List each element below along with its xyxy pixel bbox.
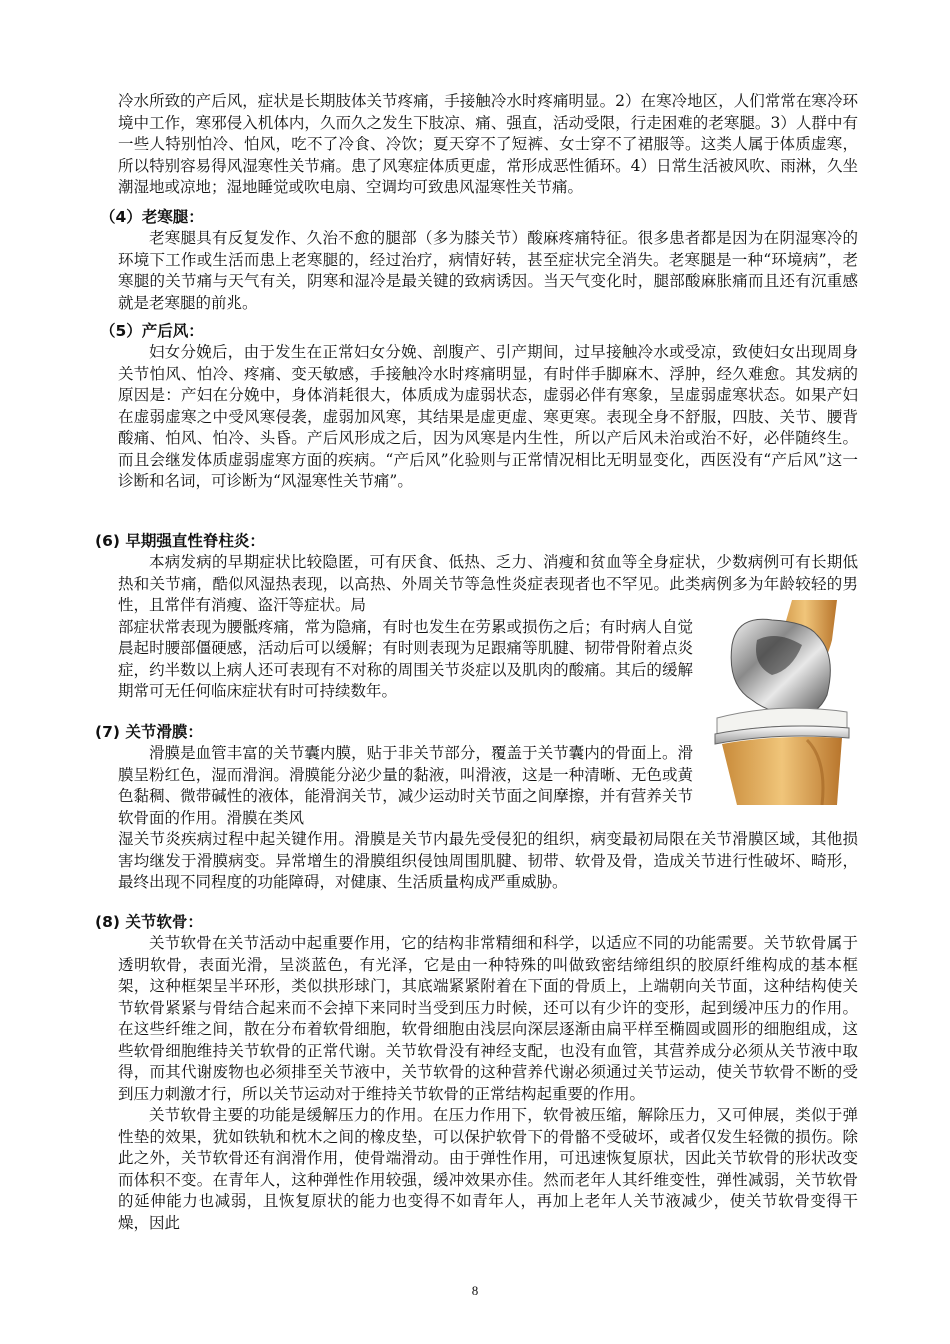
knee-implant-image [697, 600, 857, 805]
section-8-body-1: 关节软骨在关节活动中起重要作用，它的结构非常精细和科学，以适应不同的功能需要。关节软骨属于透明软骨，表面光滑，呈淡蓝色，有光泽，它是由一种特殊的叫做致密结缔组织的胶原纤维构成的基本框架，这种框架呈半环形，类似拱形球门，其底端紧紧附着在下面的骨质上，上端朝向关节面，这种结构使关节软骨紧紧与骨结合起来而不会掉下来同时当受到压力时候，还可以有少许的变形，起到缓冲压力的作用。在这些纤维之间，散在分布着软骨细胞，软骨细胞由浅层向深层逐渐由扁平样至椭圆或圆形的细胞组成，这些软骨细胞维持关节软骨的正常代谢。关节软骨没有神经支配，也没有血管，其营养成分必须从关节液中取得，而其代谢废物也必须排至关节液中，关节软骨的这种营养代谢必须通过关节运动，使关节软骨不断的受到压力刺激才行，所以关节运动对于维持关节软骨的正常结构起重要的作用。 [118, 934, 858, 1103]
section-6-heading: (6) 早期强直性脊柱炎： [95, 532, 265, 550]
section-6-body-full: 本病发病的早期症状比较隐匿，可有厌食、低热、乏力、消瘦和贫血等全身症状，少数病例可有长期低热和关节痛，酷似风湿热表现，以高热、外周关节等急性炎症表现者也不罕见。此类病例多为年龄较轻的男性，且常伴有消瘦、盗汗等症状。局 [118, 553, 858, 614]
section-7-heading: (7) 关节滑膜： [95, 723, 203, 741]
section-4 [100, 206, 858, 314]
section-6-body-wrapped: 部症状常表现为腰骶疼痛，常为隐痛，有时也发生在劳累或损伤之后；有时病人自觉晨起时腰部僵硬感，活动后可以缓解；有时则表现为足跟痛等肌腱、韧带骨附着点炎症，约半数以上病人还可表现有不对称的周围关节炎症以及肌肉的酸痛。其后的缓解期常可无任何临床症状有时可持续数年。 [118, 617, 693, 700]
section-8 [95, 911, 858, 1234]
section-5-body: 妇女分娩后，由于发生在正常妇女分娩、剖腹产、引产期间，过早接触冷水或受凉，致使妇女出现周身关节怕风、怕冷、疼痛、变天敏感，手接触冷水时疼痛明显，有时伴手脚麻木、浮肿，经久难愈。其发病的原因是：产妇在分娩中，身体消耗很大，体质成为虚弱状态，虚弱必伴有寒象，呈虚弱虚寒状态。如果产妇在虚弱虚寒之中受风寒侵袭，虚弱加风寒，其结果是虚更虚、寒更寒。表现全身不舒服，四肢、关节、腰背酸痛、怕风、怕冷、头昏。产后风形成之后，因为风寒是内生性，所以产后风未治或治不好，必伴随终生。而且会继发体质虚弱虚寒方面的疾病。“产后风”化验则与正常情况相比无明显变化，西医没有“产后风”这一诊断和名词，可诊断为“风湿寒性关节痛”。 [118, 343, 858, 490]
section-7-body-wrapped: 滑膜是血管丰富的关节囊内膜，贴于非关节部分，覆盖于关节囊内的骨面上。滑膜呈粉红色，湿而滑润。滑膜能分泌少量的黏液，叫滑液，这是一种清晰、无色或黄色黏稠、微带碱性的液体，能滑润关节，减少运动时关节面之间摩擦，并有营养关节软骨面的作用。滑膜在类风 [118, 744, 693, 827]
section-4-heading: （4）老寒腿： [100, 208, 204, 226]
intro-paragraph: 冷水所致的产后风，症状是长期肢体关节疼痛，手接触冷水时疼痛明显。2）在寒冷地区，人们常常在寒冷环境中工作，寒邪侵入机体内，久而久之发生下肢凉、痛、强直，活动受限，行走困难的老寒腿。3）人群中有一些人特别怕冷、怕风，吃不了冷食、冷饮；夏天穿不了短裤、女士穿不了裙服等。这类人属于体质虚寒，所以特别容易得风湿寒性关节痛。患了风寒症体质更虚，常形成恶性循环。4）日常生活被风吹、雨淋，久坐潮湿地或凉地；湿地睡觉或吹电扇、空调均可致患风湿寒性关节痛。 [118, 92, 858, 196]
section-7-body-full: 湿关节炎疾病过程中起关键作用。滑膜是关节内最先受侵犯的组织，病变最初局限在关节滑膜区域，其他损害均继发于滑膜病变。异常增生的滑膜组织侵蚀周围肌腱、韧带、软骨及骨，造成关节进行性破坏、畸形，最终出现不同程度的功能障碍，对健康、生活质量构成严重威胁。 [118, 830, 858, 891]
intro-section [118, 91, 858, 199]
page-number: 8 [471, 1283, 479, 1298]
section-8-heading: (8) 关节软骨： [95, 913, 203, 931]
section-5 [100, 320, 858, 493]
knee-implant-illustration [697, 600, 857, 805]
section-4-body: 老寒腿具有反复发作、久治不愈的腿部（多为膝关节）酸麻疼痛特征。很多患者都是因为在阴湿寒冷的环境下工作或生活而患上老寒腿的，经过治疗，病情好转，甚至症状完全消失。老寒腿是一种“环境病”，老寒腿的关节痛与天气有关，阴寒和湿冷是最关键的致病诱因。当天气变化时，腿部酸麻胀痛而且还有沉重感就是老寒腿的前兆。 [118, 229, 858, 312]
section-5-heading: （5）产后风： [100, 322, 204, 340]
section-8-body-2: 关节软骨主要的功能是缓解压力的作用。在压力作用下，软骨被压缩，解除压力，又可伸展，类似于弹性垫的效果，犹如铁轨和枕木之间的橡皮垫，可以保护软骨下的骨骼不受破坏，或者仅发生轻微的损伤。除此之外，关节软骨还有润滑作用，使骨端滑动。由于弹性作用，可迅速恢复原状，因此关节软骨的形状改变而体积不变。在青年人，这种弹性作用较强，缓冲效果亦佳。然而老年人其纤维变性，弹性减弱，关节软骨的延伸能力也减弱，且恢复原状的能力也变得不如青年人，再加上老年人关节液减少，使关节软骨变得干燥，因此 [118, 1106, 858, 1232]
